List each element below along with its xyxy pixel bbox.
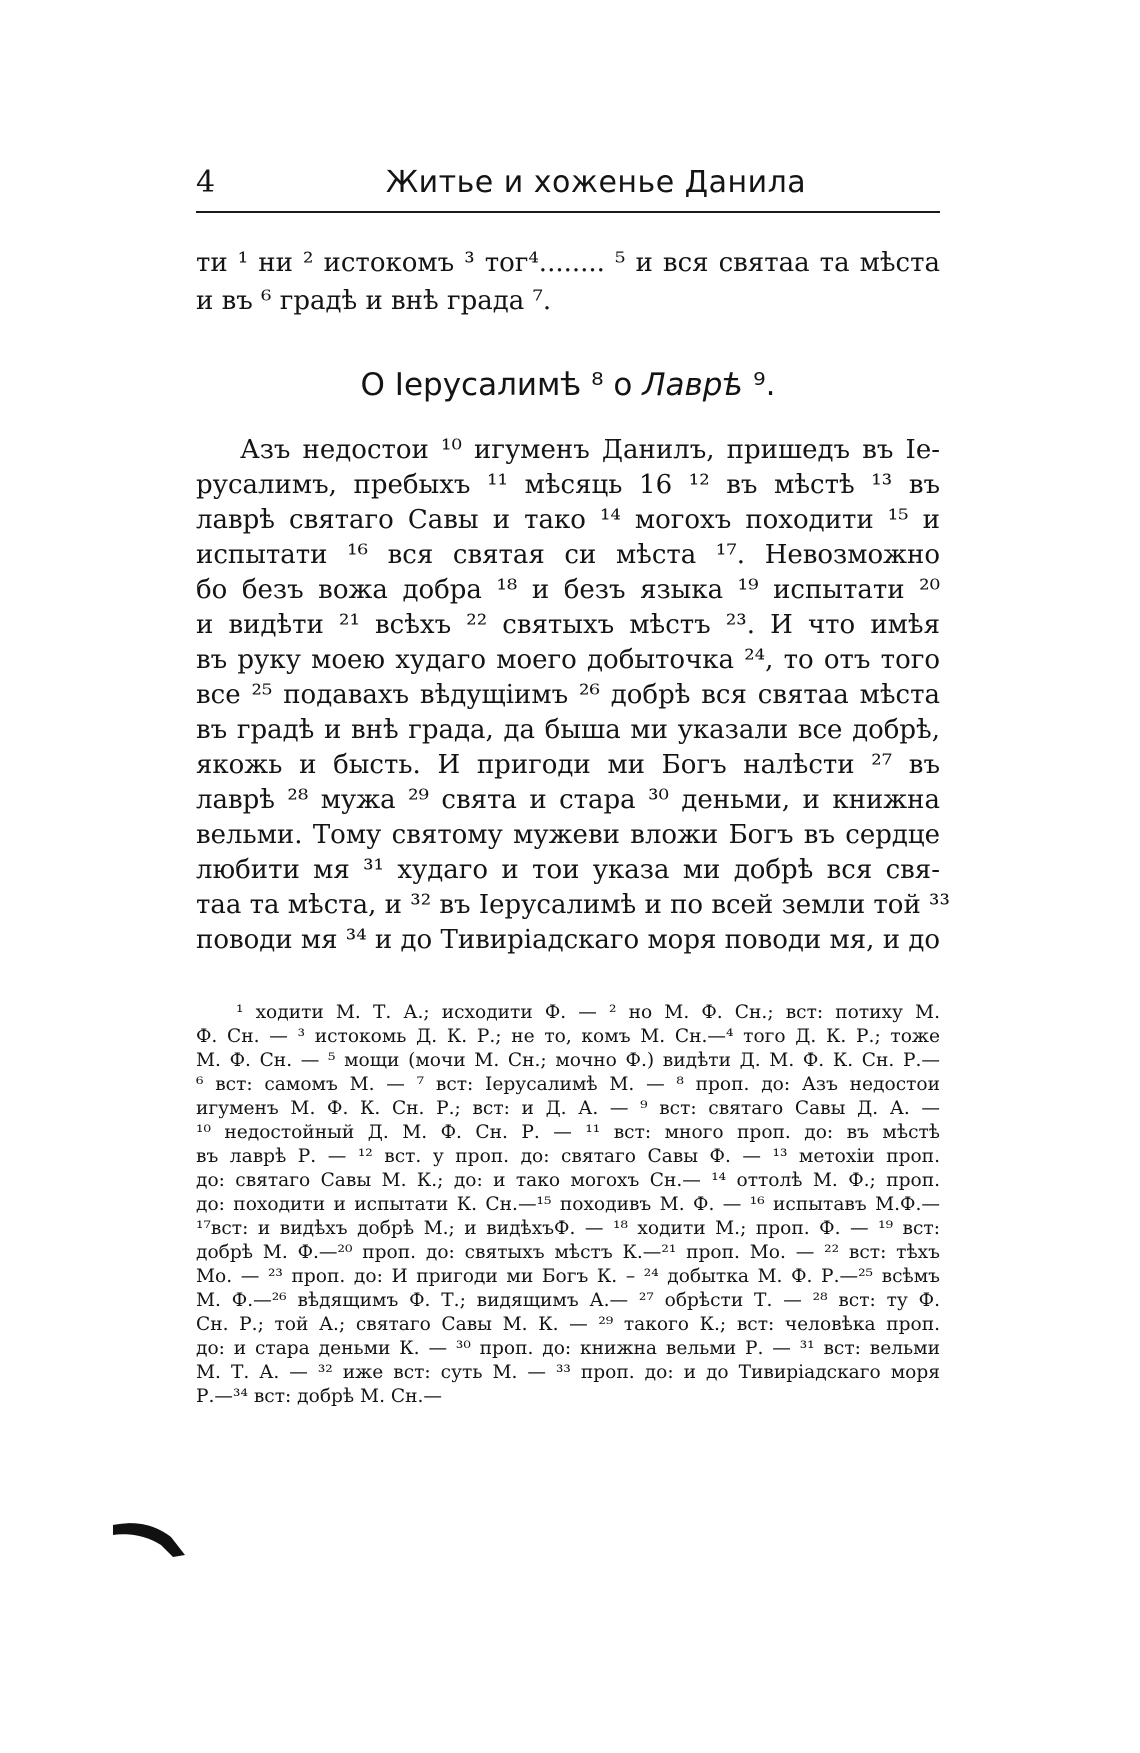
footnote-line: ¹⁰ недостойный Д. М. Ф. Сн. Р. — ¹¹ вст: много проп. до: въ мѣстѣ: [196, 1122, 940, 1143]
footnote-line: Мо. — ²³ проп. до: И пригоди ми Богъ К. – ²⁴ добытка М. Ф. Р.—²⁵ всѣмъ: [196, 1266, 940, 1287]
footnote-line: игуменъ М. Ф. К. Сн. Р.; вст: и Д. А. — ⁹ вст: святаго Савы Д. А. —: [196, 1098, 940, 1119]
section-title: [196, 365, 940, 405]
body-line: вельми. Тому святому мужеви вложи Богъ въ сердце: [196, 820, 940, 850]
footnote-line: Сн. Р.; той А.; святаго Савы М. К. — ²⁹ такого К.; вст: человѣка проп.: [196, 1314, 940, 1335]
footnote-line: ⁶ вст: самомъ М. — ⁷ вст: Іерусалимѣ М. — ⁸ проп. до: Азъ недостои: [196, 1074, 940, 1095]
footnote-line: М. Ф.—²⁶ вѣдящимъ Ф. Т.; видящимъ А.— ²⁷ обрѣсти Т. — ²⁸ вст: ту Ф.: [196, 1290, 940, 1311]
body-line: поводи мя ³⁴ и до Тивиріадскаго моря поводи мя, и до: [196, 925, 940, 955]
running-title: Житье и хожeнье Данила: [385, 165, 807, 200]
footnote-line: ¹ ходити М. Т. А.; исходити Ф. — ² но М. Ф. Сн.; вст: потиху М.: [236, 1002, 940, 1023]
body-line: русалимъ, пребыхъ ¹¹ мѣсяць 16 ¹² въ мѣстѣ ¹³ въ: [196, 470, 940, 500]
footnote-line: добрѣ М. Ф.—²⁰ проп. до: святыхъ мѣстъ К.—²¹ проп. Мо. — ²² вст: тѣхъ: [196, 1242, 940, 1263]
body-line: лаврѣ святаго Савы и тако ¹⁴ могохъ походити ¹⁵ и: [196, 505, 940, 535]
footnote-line: до: походити и испытати К. Сн.—¹⁵ походивъ М. Ф. — ¹⁶ испытавъ М.Ф.—: [196, 1194, 940, 1215]
page-number: 4: [196, 165, 216, 200]
body-line: любити мя ³¹ худаго и тои указа ми добрѣ вся свя-: [196, 855, 940, 885]
footnote-line: М. Ф. Сн. — ⁵ мощи (мочи М. Сн.; мочно Ф.) видѣти Д. М. Ф. К. Сн. Р.—: [196, 1050, 940, 1071]
section-title-italic: Лаврѣ: [642, 367, 744, 403]
body-line: Азъ недостои ¹⁰ игуменъ Данилъ, пришедъ въ Іе-: [240, 435, 940, 465]
body-line: и видѣти ²¹ всѣхъ ²² святыхъ мѣстъ ²³. И что имѣя: [196, 610, 940, 640]
intro-line: ти ¹ ни ² истокомъ ³ тог⁴........ ⁵ и вся святаа та мѣста: [196, 248, 940, 278]
ink-smudge-mark: [113, 1519, 188, 1559]
body-line: въ градѣ и внѣ града, да быша ми указали все добрѣ,: [196, 715, 940, 745]
body-line: лаврѣ ²⁸ мужа ²⁹ свята и стара ³⁰ деньми, и книжна: [196, 785, 940, 815]
body-line: въ руку моею худаго моего добыточка ²⁴, то отъ того: [196, 645, 940, 675]
body-line: якожь и бысть. И пригоди ми Богъ налѣсти ²⁷ въ: [196, 750, 940, 780]
body-line: все ²⁵ подавахъ вѣдущіимъ ²⁶ добрѣ вся святаа мѣста: [196, 680, 940, 710]
footnote-line: въ лаврѣ Р. — ¹² вст. у проп. до: святаго Савы Ф. — ¹³ метохіи проп.: [196, 1146, 940, 1167]
page-header: [196, 165, 940, 213]
body-line: таа та мѣста, и ³² въ Іерусалимѣ и по всей земли той ³³: [196, 890, 950, 920]
footnote-line: Р.—³⁴ вст: добрѣ М. Сн.—: [196, 1386, 443, 1407]
footnote-line: до: святаго Савы М. К.; до: и тако могохъ Сн.— ¹⁴ оттолѣ М. Ф.; проп.: [196, 1170, 940, 1191]
section-title-suffix: ⁹.: [743, 367, 776, 403]
intro-line: и въ ⁶ градѣ и внѣ града ⁷.: [196, 286, 552, 316]
footnote-line: М. Т. А. — ³² иже вст: суть М. — ³³ проп. до: и до Тивиріадскаго моря: [196, 1362, 940, 1383]
body-line: испытати ¹⁶ вся святая си мѣста ¹⁷. Невозможно: [196, 540, 940, 570]
footnote-line: до: и стара деньми К. — ³⁰ проп. до: книжна вельми Р. — ³¹ вст: вельми: [196, 1338, 940, 1359]
body-line: бо безъ вожа добра ¹⁸ и безъ языка ¹⁹ испытати ²⁰: [196, 575, 940, 605]
section-title-prefix: О Іерусалимѣ ⁸ о: [360, 367, 643, 403]
footnote-line: ¹⁷вст: и видѣхъ добрѣ М.; и видѣхъФ. — ¹⁸ ходити М.; проп. Ф. — ¹⁹ вст:: [196, 1218, 940, 1239]
footnote-line: Ф. Сн. — ³ истокомь Д. К. Р.; не то, комъ М. Сн.—⁴ того Д. К. Р.; тоже: [196, 1026, 940, 1047]
